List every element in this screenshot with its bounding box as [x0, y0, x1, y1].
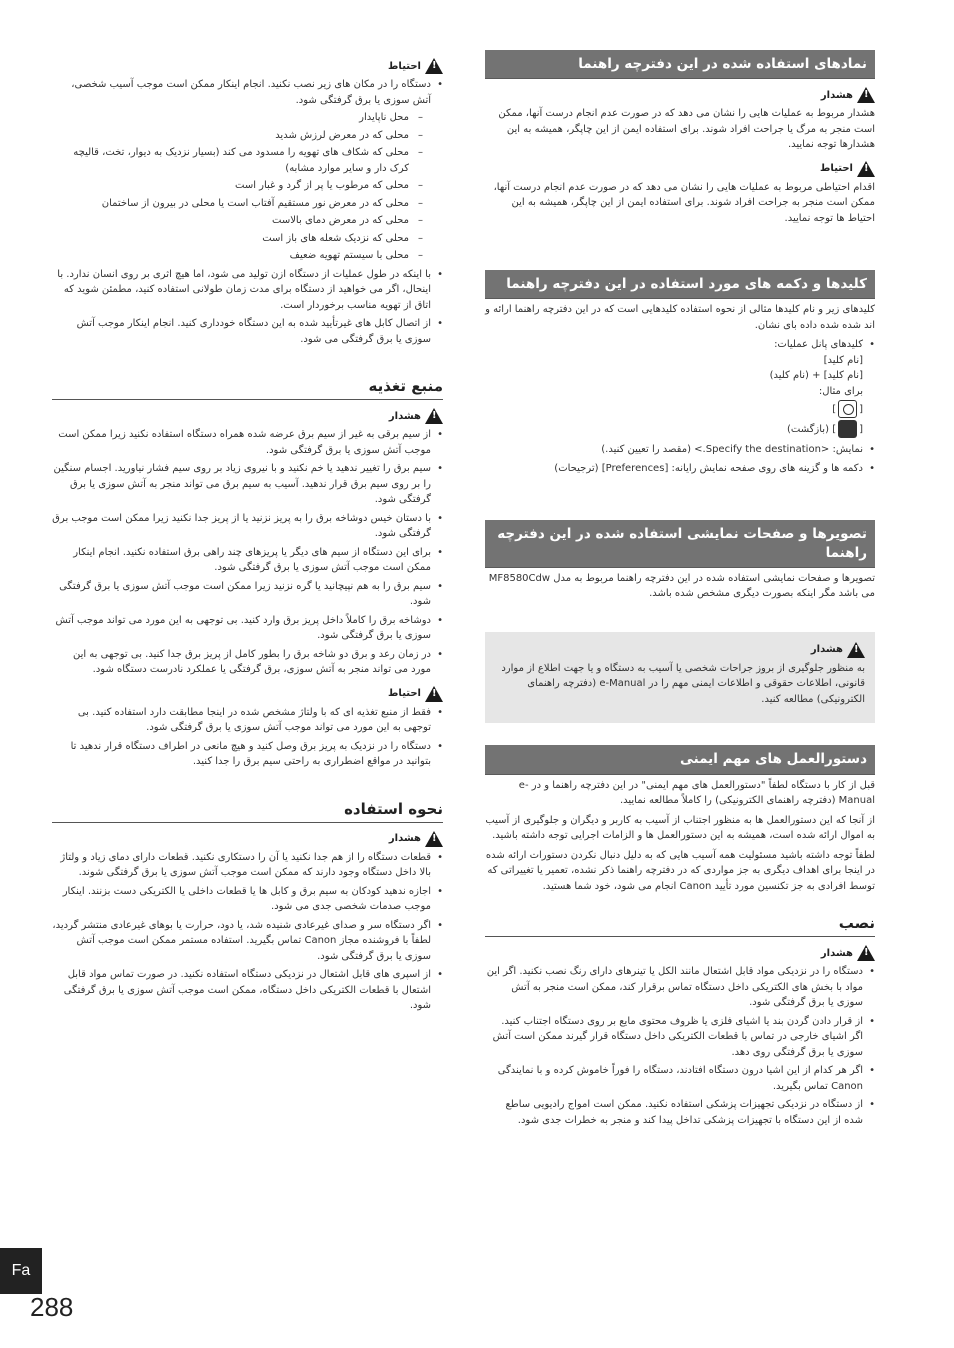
sub-list-item: – محلی که در معرض دمای بالاست [52, 213, 431, 229]
keys-list [485, 337, 875, 476]
caution-label-text: احتیاط [388, 688, 421, 699]
warning-triangle-icon [847, 642, 865, 658]
list-item: • قطعات دستگاه را از هم جدا نکنید یا آن را دستکاری نکنید. قطعات دارای دمای زیاد و ولتاژ بالا داخل دستگاه وجود دارند که ممکن است موجب آتش سوزی یا برق گرفتگی شوند. [52, 850, 443, 881]
section-heading: نحوه استفاده [52, 798, 443, 823]
back-key-label: (بازگشت) [787, 424, 829, 436]
section-safety-instructions [485, 745, 875, 894]
list-item: • نمایش: <Specify the destination.> (مقصد را تعیین کنید.) [485, 442, 875, 458]
sub-list-item: – محل ناپایدار [52, 110, 431, 126]
warning-text: هشدار مربوط به عملیات هایی را نشان می دهد که در صورت عدم انجام درست آنها، ممکن است منجر به مرگ یا جراحت افراد شوند. برای استفاده ایمن از این چاپگر، همیشه به این هشدارها توجه نمایید. [498, 108, 875, 151]
list-item: • از اسپری های قابل اشتعال در نزدیکی دستگاه استفاده نکنید. در صورت تماس مواد قابل اشتعال با قطعات الکتریکی داخل دستگاه، ممکن است موجب آتش سوزی یا برق گرفتگی شود. [52, 967, 443, 1014]
back-key-icon [838, 420, 857, 438]
page-number: 288 [30, 1292, 74, 1322]
list-item: • از اتصال کابل های غیرتأیید شده به این دستگاه خودداری کنید. انجام اینکار موجب آتش سوزی یا برق گرفتگی می شود. [52, 316, 443, 347]
warning-label-text: هشدار [820, 89, 853, 101]
caution-list [52, 77, 443, 347]
warning-triangle-icon [857, 87, 875, 103]
sub-list-item: – محلی با سیستم تهویه ضعیف [52, 248, 431, 264]
list-item [52, 77, 443, 264]
list-item: • در زمان رعد و برق دو شاخه برق را بطور کامل از پریز برق جدا کنید. بی توجهی به این مورد می تواند منجر به آتش سوزی، برق گرفتگی یا عملکرد نادرست دستگاه شود. [52, 647, 443, 678]
warning-label-text: هشدار [388, 833, 421, 844]
caution-label-text: احتیاط [388, 60, 421, 72]
list-item: • فقط از منبع تغذیه ای که با ولتاژ مشخص شده در اینجا مطابقت دارد استفاده کنید. بی توجهی به این مورد می تواند موجب آتش سوزی یا برق گرفتگی شود. [52, 705, 443, 736]
example-key-combo: [نام کلید] + (نام کلید) [769, 370, 863, 382]
warning-label-text: هشدار [388, 410, 421, 422]
caution-triangle-icon [857, 161, 875, 177]
bracket-close: ] [832, 404, 837, 416]
example-home-key [485, 399, 863, 419]
example-label: برای مثال: [818, 385, 863, 397]
sub-list-item: – محلی که مرطوب یا پر از گرد و غبار است [52, 178, 431, 194]
warning-label [485, 87, 875, 103]
list-item: • با دستان خیس دوشاخه برق را به پریز نزنید یا از پریز جدا نکنید زیرا ممکن است موجب برق گرفتگی شود. [52, 511, 443, 542]
list-item: • اگر دستگاه سر و صدای غیرعادی شنیده شد، یا دود، حرارت یا بوهای غیرعادی منتشر گردید، لطفاً با فروشنده مجاز Canon تماس بگیرید. استفاده مستمر ممکن است موجب آتش سوزی یا برق گرفتگی شود. [52, 918, 443, 965]
list-item [485, 337, 875, 439]
list-item: • سیم برق را تغییر ندهید یا خم نکنید و با نیروی زیاد بر روی سیم فشار نیاورید. اجسام سنگین را بر روی سیم برق قرار ندهید. آسیب به سیم برق می تواند منجر به آتش سوزی یا برق گرفتگی شود. [52, 461, 443, 508]
box-text: به منظور جلوگیری از بروز جراحات شخصی یا آسیب به دستگاه و یا جهت اطلاع از موارد قانونی، اطلاعات حقوقی و اطلاعات ایمنی مهم را در e-Manual (دفترچه راهنمای الکترونیکی) مطالعه کنید. [501, 662, 865, 705]
caution-triangle-icon [425, 58, 443, 74]
installation-list [485, 964, 875, 1128]
section-illustrations [485, 520, 875, 601]
list-item: • از قرار دادن گردن بند یا اشیای فلزی یا ظروف محتوی مایع بر روی دستگاه اجتناب کنید. اگر اشیای خارجی در تماس با قطعات الکتریکی داخل دستگاه قرار گیرند ممکن است آتش سوزی یا برق گرفتگی روی دهد. [485, 1014, 875, 1061]
list-item: • اگر هر کدام از این اشیا درون دستگاه افتادند، دستگاه را فوراً خاموش کرده و با نمایندگی Canon تماس بگیرید. [485, 1063, 875, 1094]
warning-triangle-icon [425, 831, 443, 847]
list-item: • با اینکه در طول عملیات از دستگاه ازن تولید می شود، اما هیچ اثری بر روی انسان ندارد. با اینحال، اگر می خواهید از دستگاه برای مدت زمان طولانی استفاده کنید، مطمئن شوید که اتاق از تهویه مناسب برخوردار است. [52, 267, 443, 314]
section-heading: نمادهای استفاده شده در این دفترچه راهنما [485, 50, 875, 79]
bracket-close: ] [832, 424, 837, 436]
sub-list-item: – محلی که در معرض لرزش شدید [52, 128, 431, 144]
bracket-open: [ [859, 404, 863, 416]
warning-label [52, 831, 443, 847]
warning-label-text: هشدار [810, 644, 843, 656]
list-item: • از سیم برقی به غیر از سیم برق عرضه شده همراه دستگاه استفاده نکنید زیرا ممکن است موجب آتش سوزی یا برق گرفتگی شود. [52, 427, 443, 458]
example-key-name: [نام کلید] [823, 354, 863, 366]
home-key-icon [838, 400, 857, 418]
section-handling [52, 798, 443, 1014]
list-item: • اجازه ندهید کودکان به سیم برق و کابل ها یا قطعات داخلی یا الکتریکی دست بزنند. اینکار موجب صدمات شخصی جدی می شود. [52, 884, 443, 915]
section-heading: تصویرها و صفحات نمایشی استفاده شده در این دفترچه راهنما [485, 520, 875, 567]
section-heading: کلیدها و دکمه های مورد استفاده در این دفترچه راهنما [485, 270, 875, 299]
sub-list-item: – محلی که شکاف های تهویه را مسدود می کند (بسیار نزدیک به دیوار، تخت، قالیچه کرک دار و سایر موارد مشابه) [52, 145, 431, 176]
list-item: • دکمه ها و گزینه های روی صفحه نمایش رایانه: [Preferences] (ترجیحات) [485, 461, 875, 477]
warning-label [495, 642, 865, 658]
language-tab: Fa [0, 1248, 42, 1294]
section-installation-caution [52, 58, 443, 347]
list-item: • دستگاه را در نزدیک به پریز برق وصل کنید و هیچ مانعی در اطراف دستگاه قرار ندهید تا بتوانید در مواقع اضطراری به راحتی سیم برق را جدا کنید. [52, 739, 443, 770]
list-item: • از دستگاه در نزدیکی تجهیزات پزشکی استفاده نکنید. ممکن است امواج رادیویی ساطع شده از این دستگاه با تجهیزات پزشکی تداخل پیدا کند و منجر به خطرات جدی شود. [485, 1097, 875, 1128]
list-item-text: دستگاه را در مکان های زیر نصب نکنید. انجام اینکار ممکن است موجب آسیب شخصی، آتش سوزی یا برق گرفتگی شود. [71, 79, 431, 106]
locations-list [52, 110, 431, 264]
list-item: • برای این دستگاه از سیم های دیگر یا پریزهای چند راهی برق استفاده نکنید. انجام اینکار ممکن است موجب آتش سوزی یا برق گرفتگی شود. [52, 545, 443, 576]
caution-text: اقدام احتیاطی مربوط به عملیات هایی را نشان می دهد که در صورت عدم انجام درست آنها، ممکن است منجر به جراحت افراد شوند. برای استفاده ایمن از این چاپگر، همیشه به این احتیاط ها توجه نمایید. [493, 181, 875, 224]
caution-label [52, 58, 443, 74]
safety-paragraph: از آنجا که این دستورالعمل ها به منظور اجتناب از آسیب به کاربر و دیگران و جلوگیری از آسیب به اموال ارائه شده است، همیشه به این دستورالعمل ها و الزامات اجرایی توجه داشته باشید. [485, 814, 875, 842]
power-caution-list [52, 705, 443, 770]
handling-warning-list [52, 850, 443, 1014]
bracket-open: [ [859, 424, 863, 436]
caution-label [52, 686, 443, 702]
warning-label [485, 945, 875, 961]
caution-triangle-icon [425, 686, 443, 702]
safety-paragraph: قبل از کار با دستگاه لطفاً "دستورالعمل های مهم ایمنی" در این دفترچه راهنما و در e-Manual (دفترچه راهنمای الکترونیکی) را کاملاً مطالعه نمایید. [518, 779, 875, 807]
panel-keys-label: کلیدهای پانل عملیات: [774, 339, 863, 351]
warning-triangle-icon [857, 945, 875, 961]
illustrations-text: تصویرها و صفحات نمایشی استفاده شده در این دفترچه راهنما مربوط به مدل MF8580Cdw می باشد مگر اینکه بصورت دیگری مشخص شده باشد. [488, 572, 875, 600]
warning-triangle-icon [425, 408, 443, 424]
safety-paragraph: لطفاً توجه داشته باشید مسئولیت همه آسیب هایی که به دلیل دنبال نکردن دستورات ارائه شده در اینجا برای اهداف دیگری به جز مواردی که در دفترچه راهنما ذکر نشده، تعمیر یا تغییراتی که توسط افرادی به جز تکنسین مورد تأیید Canon انجام می شود، خود شما هستید. [485, 849, 875, 892]
section-keys-buttons [485, 270, 875, 476]
section-heading: نصب [485, 912, 875, 937]
section-symbols [485, 50, 875, 226]
section-installation [485, 912, 875, 1128]
emanual-warning-box [485, 632, 875, 724]
warning-label-text: هشدار [820, 947, 853, 959]
caution-label-text: احتیاط [820, 163, 853, 175]
list-item: • سیم برق را به هم نپیچانید یا گره نزنید زیرا ممکن است موجب آتش سوزی یا برق گرفتگی شود. [52, 579, 443, 610]
left-column [52, 50, 443, 1032]
power-warning-list [52, 427, 443, 678]
right-column [485, 50, 875, 1146]
section-heading: منبع تغذیه [52, 375, 443, 400]
list-item: • دستگاه را در نزدیکی مواد قابل اشتعال مانند الکل یا تینرهای دارای رنگ نصب نکنید. اگر این مواد با بخش های الکتریکی داخل دستگاه تماس برقرار کند، ممکن است منجر به آتش سوزی یا برق گرفتگی شود. [485, 964, 875, 1011]
section-heading: دستورالعمل های مهم ایمنی [485, 745, 875, 774]
keys-intro: کلیدهای زیر و نام کلیدها مثالی از نحوه استفاده کلیدهایی است که در این دفترچه راهنما ارائه و اند شده شده داده بای نشان. [485, 304, 875, 331]
list-item: • دوشاخه برق را کاملاً داخل پریز برق وارد کنید. بی توجهی به این مورد می تواند موجب آتش سوزی یا برق گرفتگی شود. [52, 613, 443, 644]
section-power-supply [52, 375, 443, 770]
sub-list-item: – محلی که در معرض نور مستقیم آفتاب است یا محلی در بیرون از ساختمان [52, 196, 431, 212]
caution-label [485, 161, 875, 177]
example-back-key [485, 419, 863, 439]
warning-label [52, 408, 443, 424]
sub-list-item: – محلی که نزدیک شعله های باز است [52, 231, 431, 247]
